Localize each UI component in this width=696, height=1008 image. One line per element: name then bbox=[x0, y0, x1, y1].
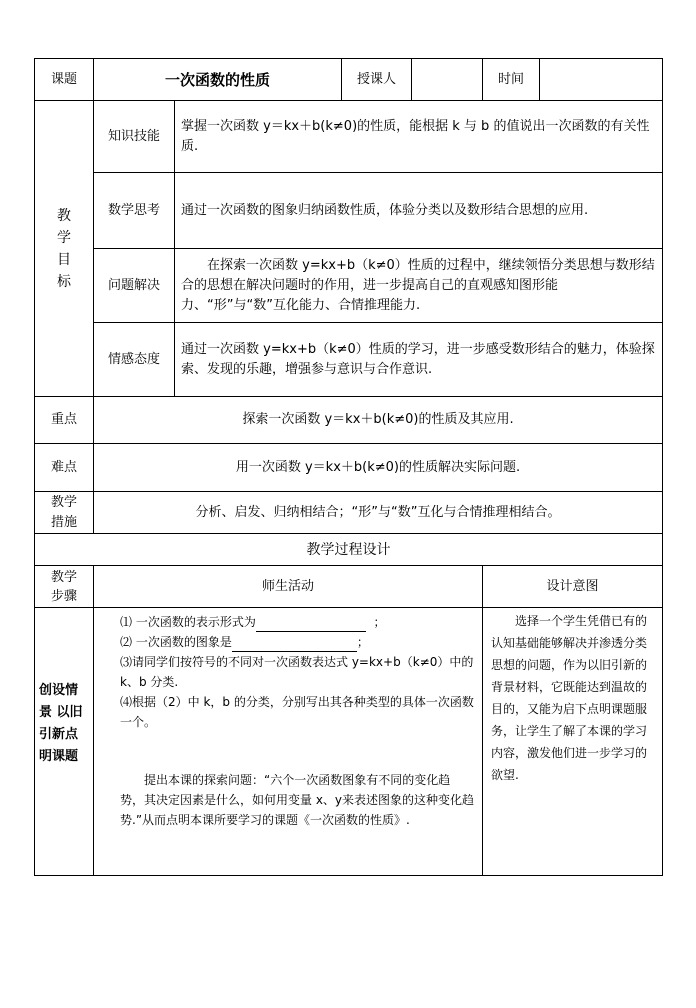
process-step-row bbox=[35, 608, 663, 876]
step-label: 创设情景 以旧引新点明课题 bbox=[35, 608, 94, 876]
answer-blank bbox=[232, 637, 357, 652]
objective-row bbox=[35, 249, 663, 323]
activity-cell bbox=[94, 608, 483, 876]
process-section-title: 教学过程设计 bbox=[35, 534, 663, 566]
intent-column-header: 设计意图 bbox=[483, 566, 663, 608]
question-3: ⑶请同学们按符号的不同对一次函数表达式 y=kx+b（k≠0）中的k、b 分类. bbox=[120, 655, 474, 689]
objective-row bbox=[35, 173, 663, 249]
step-column-header: 教学 步骤 bbox=[35, 566, 94, 608]
objectives-group-label: 教 学 目 标 bbox=[35, 101, 94, 397]
objective-row bbox=[35, 323, 663, 397]
time-label: 时间 bbox=[483, 59, 540, 101]
topic-title: 一次函数的性质 bbox=[94, 59, 342, 101]
objective-text-problem-solving: 在探索一次函数 y=kx+b（k≠0）性质的过程中，继续领悟分类思想与数形结合的思想在解决问题时的作用，进一步提高自己的直观感知图形能力、“形”与“数”互化能力、合情推理能力. bbox=[175, 249, 663, 323]
topic-label: 课题 bbox=[35, 59, 94, 101]
question-4: ⑷根据（2）中 k，b 的分类，分别写出其各种类型的具体一次函数一个。 bbox=[120, 695, 474, 729]
answer-blank bbox=[256, 617, 366, 632]
lesson-plan bbox=[34, 58, 662, 876]
objective-label-thinking: 数学思考 bbox=[94, 173, 175, 249]
process-header-row bbox=[35, 566, 663, 608]
difficulty-label: 难点 bbox=[35, 444, 94, 492]
exploration-intro: 提出本课的探索问题：“六个一次函数图象有不同的变化趋势，其决定因素是什么，如何用变量 x、y来表述图象的这种变化趋势.”从而点明本课所要学习的课题《一次函数的性质》. bbox=[120, 773, 475, 827]
process-section-row bbox=[35, 534, 663, 566]
header-row bbox=[35, 59, 663, 101]
time-value bbox=[540, 59, 663, 101]
difficulty-text: 用一次函数 y＝kx＋b(k≠0)的性质解决实际问题. bbox=[94, 444, 663, 492]
activity-column-header: 师生活动 bbox=[94, 566, 483, 608]
key-point-row bbox=[35, 397, 663, 444]
intent-text: 选择一个学生凭借已有的认知基础能够解决并渗透分类思想的问题，作为以旧引新的背景材料，它既能达到温故的目的，又能为启下点明课题服务，让学生了解了本课的学习内容，激发他们进一步学习的欲望. bbox=[483, 608, 663, 876]
objective-text-attitude: 通过一次函数 y=kx+b（k≠0）性质的学习，进一步感受数形结合的魅力，体验探索、发现的乐趣，增强参与意识与合作意识. bbox=[175, 323, 663, 397]
difficulty-row bbox=[35, 444, 663, 492]
measures-row bbox=[35, 492, 663, 534]
objective-text-thinking: 通过一次函数的图象归纳函数性质，体验分类以及数形结合思想的应用. bbox=[175, 173, 663, 249]
teacher-label: 授课人 bbox=[342, 59, 412, 101]
objective-row bbox=[35, 101, 663, 173]
key-point-label: 重点 bbox=[35, 397, 94, 444]
measures-text: 分析、启发、归纳相结合；“形”与“数”互化与合情推理相结合。 bbox=[94, 492, 663, 534]
objective-label-attitude: 情感态度 bbox=[94, 323, 175, 397]
objective-label-knowledge: 知识技能 bbox=[94, 101, 175, 173]
measures-label: 教学 措施 bbox=[35, 492, 94, 534]
lesson-plan-table bbox=[34, 58, 663, 876]
teacher-value bbox=[412, 59, 483, 101]
question-1: ⑴ 一次函数的表示形式为 ； bbox=[120, 612, 474, 632]
key-point-text: 探索一次函数 y＝kx＋b(k≠0)的性质及其应用. bbox=[94, 397, 663, 444]
objective-text-knowledge: 掌握一次函数 y＝kx＋b(k≠0)的性质，能根据 k 与 b 的值说出一次函数的有关性质. bbox=[175, 101, 663, 173]
question-2: ⑵ 一次函数的图象是 ； bbox=[120, 632, 474, 652]
objective-label-problem-solving: 问题解决 bbox=[94, 249, 175, 323]
